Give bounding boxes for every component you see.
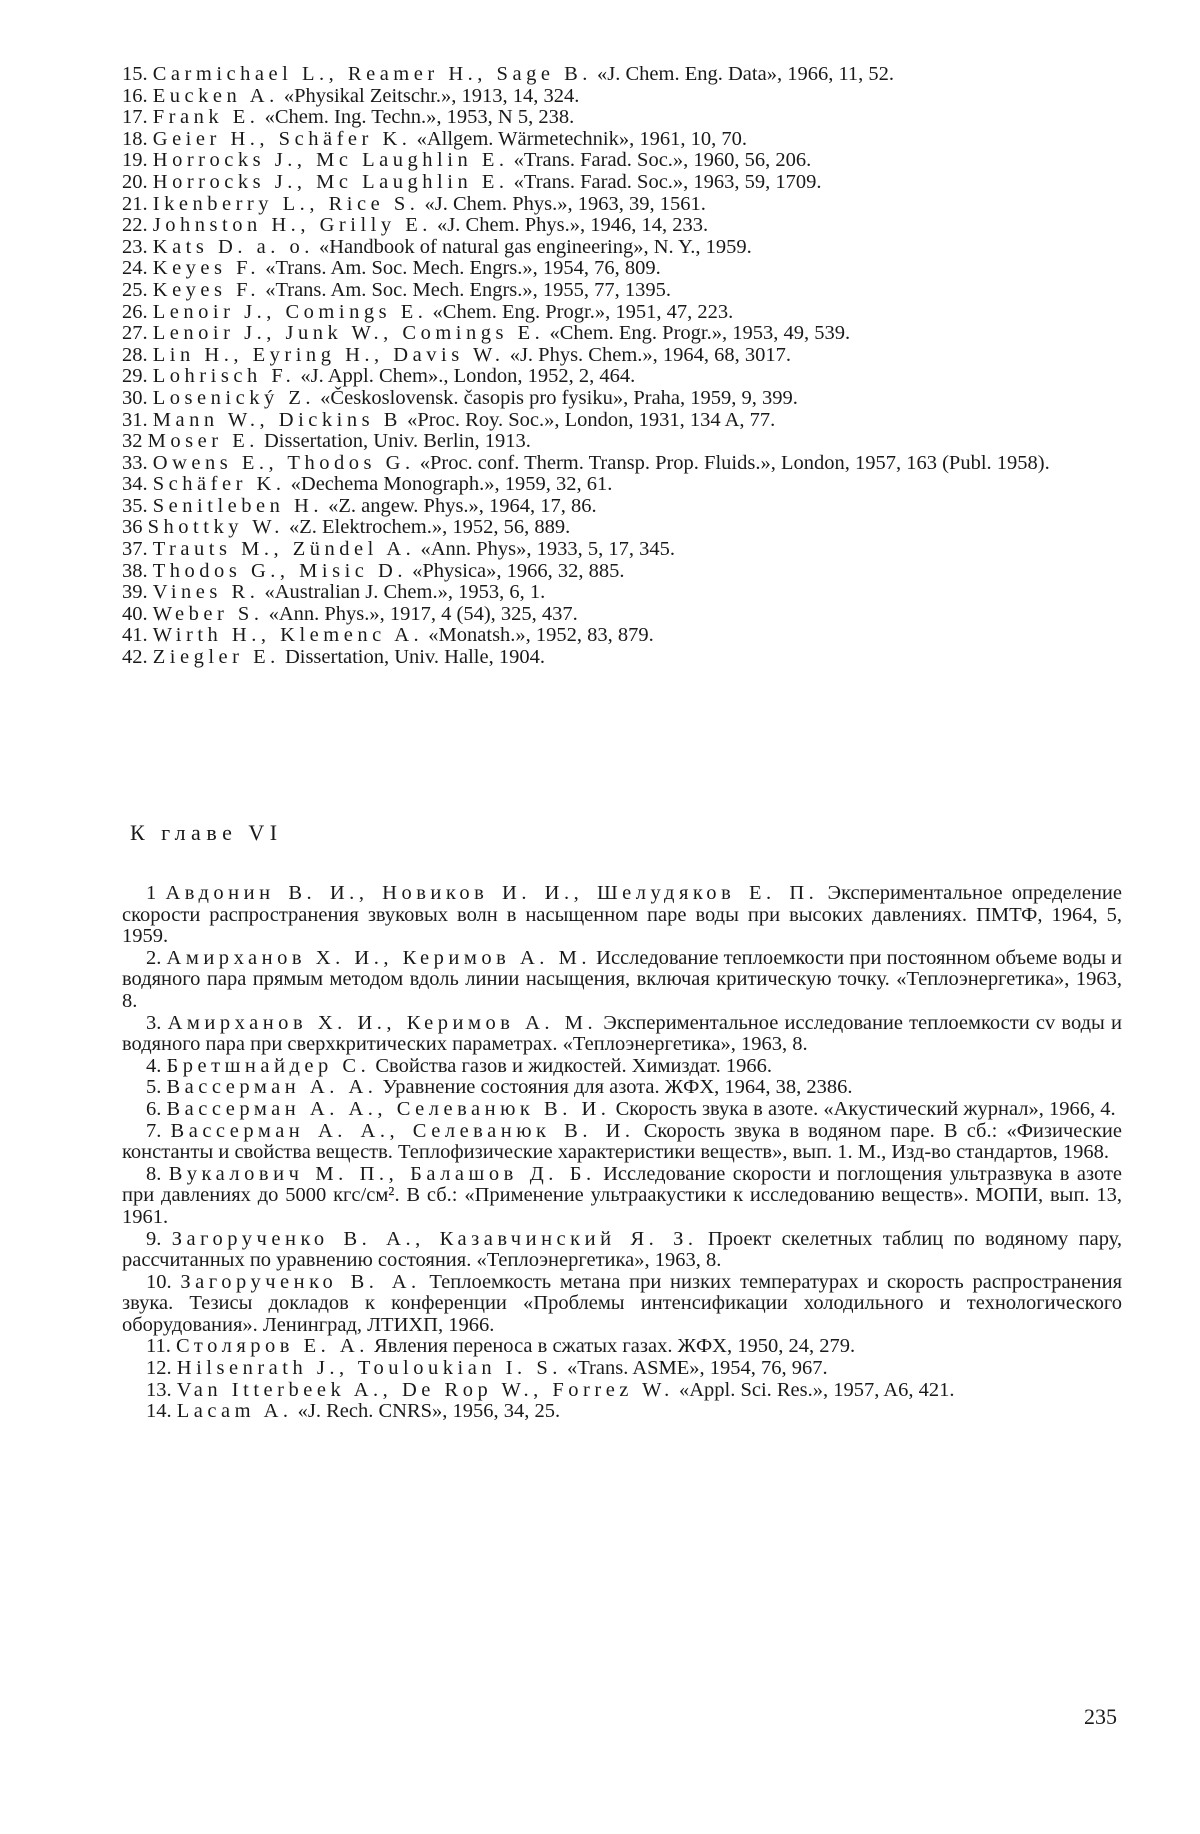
reference-authors: Авдонин В. И., Новиков И. И., Шелудяков Е. П. bbox=[165, 882, 819, 904]
reference-entry bbox=[122, 948, 1122, 1013]
reference-source: Dissertation, Univ. Berlin, 1913. bbox=[258, 430, 531, 453]
reference-authors: Вассерман А. А., Селеванюк В. И. bbox=[170, 1119, 635, 1142]
reference-number: 11. bbox=[146, 1335, 176, 1358]
reference-number: 38. bbox=[122, 559, 153, 582]
reference-number: 25. bbox=[122, 278, 153, 301]
reference-source: «Handbook of natural gas engineering», N. Y., 1959. bbox=[313, 235, 752, 258]
reference-number: 3. bbox=[146, 1011, 168, 1034]
reference-number: 14. bbox=[146, 1400, 177, 1423]
reference-source: «J. Chem. Eng. Data», 1966, 11, 52. bbox=[591, 63, 895, 85]
reference-entry bbox=[122, 194, 1122, 216]
reference-entry bbox=[122, 1336, 1122, 1358]
reference-entry bbox=[122, 107, 1122, 129]
reference-entry bbox=[122, 366, 1122, 388]
reference-source: «Československ. časopis pro fysiku», Praha, 1959, 9, 399. bbox=[315, 386, 798, 409]
reference-entry bbox=[122, 1013, 1122, 1056]
reference-number: 41. bbox=[122, 624, 153, 647]
reference-entry bbox=[122, 129, 1122, 151]
reference-authors: Амирханов Х. И., Керимов А. М. bbox=[166, 946, 591, 969]
reference-source: «Proc. conf. Therm. Transp. Prop. Fluids.», London, 1957, 163 (Publ. 1958). bbox=[414, 451, 1050, 474]
reference-number: 28. bbox=[122, 343, 153, 366]
reference-source: Экспериментальное определение скорости распространения звуковых волн в насыщенном паре воды при высоких давлениях. ПМТФ, 1964, 5, 1959. bbox=[122, 882, 1122, 948]
references-chapter-6 bbox=[122, 883, 1122, 1423]
reference-authors: Keyes F. bbox=[152, 257, 261, 280]
reference-source: «Appl. Sci. Res.», 1957, A6, 421. bbox=[673, 1378, 955, 1401]
reference-entry bbox=[122, 323, 1122, 345]
reference-source: «Proc. Roy. Soc.», London, 1931, 134 A, 77. bbox=[401, 408, 776, 431]
reference-authors: Вассерман А. А. bbox=[166, 1076, 378, 1099]
reference-entry bbox=[122, 625, 1122, 647]
reference-source: «J. Phys. Chem.», 1964, 68, 3017. bbox=[504, 343, 792, 366]
reference-authors: Столяров Е. А. bbox=[176, 1335, 369, 1358]
reference-entry bbox=[122, 388, 1122, 410]
reference-entry bbox=[122, 517, 1122, 539]
reference-source: «Trans. Farad. Soc.», 1960, 56, 206. bbox=[508, 149, 812, 172]
reference-number: 30. bbox=[122, 386, 153, 409]
reference-number: 24. bbox=[122, 257, 153, 280]
reference-number: 39. bbox=[122, 581, 153, 604]
reference-authors: Вассерман А. А., Селеванюк В. И. bbox=[166, 1097, 611, 1120]
reference-entry bbox=[122, 474, 1122, 496]
reference-authors: Ziegler E. bbox=[152, 646, 280, 669]
reference-number: 1 bbox=[146, 882, 166, 904]
reference-number: 9. bbox=[146, 1227, 172, 1250]
reference-authors: Vines R. bbox=[152, 581, 260, 604]
reference-number: 36 bbox=[122, 516, 148, 539]
reference-source: «Chem. Eng. Progr.», 1951, 47, 223. bbox=[427, 300, 734, 323]
reference-number: 23. bbox=[122, 235, 153, 258]
reference-authors: Lenoir J., Comings E. bbox=[152, 300, 428, 323]
reference-number: 7. bbox=[146, 1119, 171, 1142]
reference-number: 20. bbox=[122, 170, 153, 193]
reference-source: «J. Chem. Phys.», 1963, 39, 1561. bbox=[419, 192, 706, 215]
reference-authors: Carmichael L., Reamer H., Sage B. bbox=[152, 63, 592, 85]
reference-number: 2. bbox=[146, 946, 167, 969]
reference-source: «Z. angew. Phys.», 1964, 17, 86. bbox=[322, 494, 597, 517]
reference-source: Теплоемкость метана при низких температурах и скорость распространения звука. Тезисы докладов к конференции «Проблемы интенсификации холодильного и технологического оборудования». Ленинград, ЛТИХП, 1966. bbox=[122, 1270, 1122, 1336]
reference-authors: Schäfer K. bbox=[152, 473, 286, 496]
reference-source: «Dechema Monograph.», 1959, 32, 61. bbox=[285, 473, 613, 496]
reference-number: 18. bbox=[122, 127, 153, 150]
reference-authors: Mann W., Dickins B bbox=[152, 408, 402, 431]
reference-entry bbox=[122, 1056, 1122, 1078]
reference-entry bbox=[122, 410, 1122, 432]
reference-number: 31. bbox=[122, 408, 153, 431]
reference-number: 35. bbox=[122, 494, 153, 517]
reference-authors: Senitleben H. bbox=[152, 494, 323, 517]
reference-source: «Physikal Zeitschr.», 1913, 14, 324. bbox=[278, 84, 580, 107]
reference-entry bbox=[122, 453, 1122, 475]
reference-number: 29. bbox=[122, 365, 153, 388]
reference-entry bbox=[122, 883, 1122, 948]
reference-source: «Chem. Ing. Techn.», 1953, N 5, 238. bbox=[259, 106, 575, 129]
reference-authors: Загорученко В. А. bbox=[180, 1270, 421, 1293]
reference-authors: Weber S. bbox=[152, 602, 264, 625]
reference-number: 22. bbox=[122, 214, 153, 237]
reference-authors: Johnston H., Grilly E. bbox=[152, 214, 432, 237]
reference-entry bbox=[122, 604, 1122, 626]
reference-source: «Z. Elektrochem.», 1952, 56, 889. bbox=[283, 516, 571, 539]
reference-entry bbox=[122, 150, 1122, 172]
reference-entry bbox=[122, 280, 1122, 302]
reference-authors: Lin H., Eyring H., Davis W. bbox=[152, 343, 505, 366]
reference-authors: Shottky W. bbox=[147, 516, 284, 539]
reference-source: «J. Chem. Phys.», 1946, 14, 233. bbox=[431, 214, 709, 237]
reference-source: «Chem. Eng. Progr.», 1953, 49, 539. bbox=[544, 322, 851, 345]
reference-number: 8. bbox=[146, 1162, 169, 1185]
reference-number: 12. bbox=[146, 1357, 177, 1380]
reference-source: «J. Rech. CNRS», 1956, 34, 25. bbox=[292, 1400, 561, 1423]
reference-authors: Moser E. bbox=[147, 430, 259, 453]
reference-number: 37. bbox=[122, 538, 153, 561]
chapter-6-heading: К главе VI bbox=[130, 820, 283, 845]
reference-authors: Kats D. a. o. bbox=[152, 235, 314, 258]
reference-authors: Horrocks J., Mc Laughlin E. bbox=[152, 149, 509, 172]
reference-authors: Losenický Z. bbox=[152, 386, 316, 409]
reference-entry bbox=[122, 1401, 1122, 1423]
references-chapter-5-continued bbox=[122, 64, 1122, 669]
reference-entry bbox=[122, 496, 1122, 518]
reference-entry bbox=[122, 1229, 1122, 1272]
reference-entry bbox=[122, 1077, 1122, 1099]
reference-number: 10. bbox=[146, 1270, 181, 1293]
reference-entry bbox=[122, 237, 1122, 259]
reference-source: «Trans. Farad. Soc.», 1963, 59, 1709. bbox=[508, 170, 822, 193]
reference-source: «Trans. ASME», 1954, 76, 967. bbox=[561, 1357, 828, 1380]
reference-entry bbox=[122, 86, 1122, 108]
reference-number: 40. bbox=[122, 602, 153, 625]
reference-source: «Australian J. Chem.», 1953, 6, 1. bbox=[259, 581, 546, 604]
reference-authors: Van Itterbeek A., De Rop W., Forrez W. bbox=[176, 1378, 674, 1401]
reference-source: «Monatsh.», 1952, 83, 879. bbox=[423, 624, 654, 647]
reference-number: 33. bbox=[122, 451, 153, 474]
reference-entry bbox=[122, 582, 1122, 604]
reference-source: Скорость звука в азоте. «Акустический журнал», 1966, 4. bbox=[610, 1097, 1116, 1120]
reference-number: 13. bbox=[146, 1378, 177, 1401]
reference-source: Явления переноса в сжатых газах. ЖФХ, 1950, 24, 279. bbox=[368, 1335, 856, 1358]
reference-entry bbox=[122, 1099, 1122, 1121]
reference-authors: Lenoir J., Junk W., Comings E. bbox=[152, 322, 545, 345]
reference-authors: Geier H., Schäfer K. bbox=[152, 127, 412, 150]
reference-number: 42. bbox=[122, 646, 153, 669]
reference-authors: Амирханов Х. И., Керимов А. М. bbox=[167, 1011, 598, 1034]
reference-number: 6. bbox=[146, 1097, 167, 1120]
reference-entry bbox=[122, 431, 1122, 453]
reference-source: «Allgem. Wärmetechnik», 1961, 10, 70. bbox=[411, 127, 747, 150]
reference-authors: Lohrisch F. bbox=[152, 365, 296, 388]
reference-authors: Thodos G., Misic D. bbox=[152, 559, 407, 582]
reference-source: «Ann. Phys.», 1917, 4 (54), 325, 437. bbox=[263, 602, 578, 625]
reference-authors: Ikenberry L., Rice S. bbox=[152, 192, 420, 215]
reference-entry bbox=[122, 1358, 1122, 1380]
reference-entry bbox=[122, 539, 1122, 561]
reference-number: 32 bbox=[122, 430, 148, 453]
reference-source: «Trans. Am. Soc. Mech. Engrs.», 1954, 76, 809. bbox=[260, 257, 661, 280]
reference-entry bbox=[122, 647, 1122, 669]
reference-source: «Trans. Am. Soc. Mech. Engrs.», 1955, 77, 1395. bbox=[260, 278, 672, 301]
reference-source: «J. Appl. Chem»., London, 1952, 2, 464. bbox=[295, 365, 636, 388]
reference-entry bbox=[122, 1272, 1122, 1337]
reference-authors: Загорученко В. А., Казавчинский Я. З. bbox=[171, 1227, 698, 1250]
reference-authors: Hilsenrath J., Touloukian I. S. bbox=[176, 1357, 562, 1380]
reference-number: 26. bbox=[122, 300, 153, 323]
reference-authors: Frank E. bbox=[152, 106, 260, 129]
reference-authors: Бретшнайдер С. bbox=[166, 1054, 371, 1077]
reference-number: 4. bbox=[146, 1054, 167, 1077]
reference-entry bbox=[122, 561, 1122, 583]
reference-source: «Ann. Phys», 1933, 5, 17, 345. bbox=[415, 538, 676, 561]
reference-authors: Keyes F. bbox=[152, 278, 261, 301]
reference-entry bbox=[122, 258, 1122, 280]
reference-authors: Horrocks J., Mc Laughlin E. bbox=[152, 170, 509, 193]
reference-authors: Wirth H., Klemenc A. bbox=[152, 624, 424, 647]
reference-source: Экспериментальное исследование теплоемкости cv воды и водяного пара при сверхкритических параметрах. «Теплоэнергетика», 1963, 8. bbox=[122, 1011, 1122, 1056]
reference-entry bbox=[122, 215, 1122, 237]
reference-entry bbox=[122, 1121, 1122, 1164]
reference-number: 15. bbox=[122, 63, 153, 85]
reference-entry bbox=[122, 172, 1122, 194]
reference-authors: Lacam A. bbox=[176, 1400, 293, 1423]
reference-authors: Вукалович М. П., Балашов Д. Б. bbox=[168, 1162, 596, 1185]
reference-source: Проект скелетных таблиц по водяному пару, рассчитанных по уравнению состояния. «Теплоэнергетика», 1963, 8. bbox=[122, 1227, 1123, 1272]
reference-source: Уравнение состояния для азота. ЖФХ, 1964, 38, 2386. bbox=[377, 1076, 853, 1099]
reference-entry bbox=[122, 302, 1122, 324]
reference-source: «Physica», 1966, 32, 885. bbox=[407, 559, 625, 582]
reference-number: 19. bbox=[122, 149, 153, 172]
reference-entry bbox=[122, 1164, 1122, 1229]
reference-number: 17. bbox=[122, 106, 153, 129]
reference-source: Dissertation, Univ. Halle, 1904. bbox=[279, 646, 545, 669]
reference-number: 5. bbox=[146, 1076, 167, 1099]
page-number: 235 bbox=[1084, 1704, 1117, 1729]
reference-source: Скорость звука в водяном паре. В сб.: «Физические константы и свойства веществ. Теплофизические характеристики веществ», вып. 1. М., Изд-во стандартов, 1968. bbox=[122, 1119, 1122, 1164]
reference-number: 16. bbox=[122, 84, 153, 107]
reference-source: Исследование скорости и поглощения ультразвука в азоте при давлениях до 5000 кгс/см². В сб.: «Применение ультраакустики к исследованию веществ». МОПИ, вып. 13, 1961. bbox=[122, 1162, 1122, 1228]
reference-entry bbox=[122, 345, 1122, 367]
reference-entry bbox=[122, 64, 1122, 86]
reference-authors: Owens E., Thodos G. bbox=[152, 451, 415, 474]
reference-authors: Trauts M., Zündel A. bbox=[152, 538, 416, 561]
reference-authors: Eucken A. bbox=[152, 84, 279, 107]
reference-entry bbox=[122, 1380, 1122, 1402]
reference-source: Исследование теплоемкости при постоянном объеме воды и водяного пара прямым методом вдоль линии насыщения, включая критическую точку. «Теплоэнергетика», 1963, 8. bbox=[122, 946, 1122, 1012]
reference-source: Свойства газов и жидкостей. Химиздат. 1966. bbox=[370, 1054, 772, 1077]
reference-number: 34. bbox=[122, 473, 153, 496]
reference-number: 21. bbox=[122, 192, 153, 215]
reference-number: 27. bbox=[122, 322, 153, 345]
